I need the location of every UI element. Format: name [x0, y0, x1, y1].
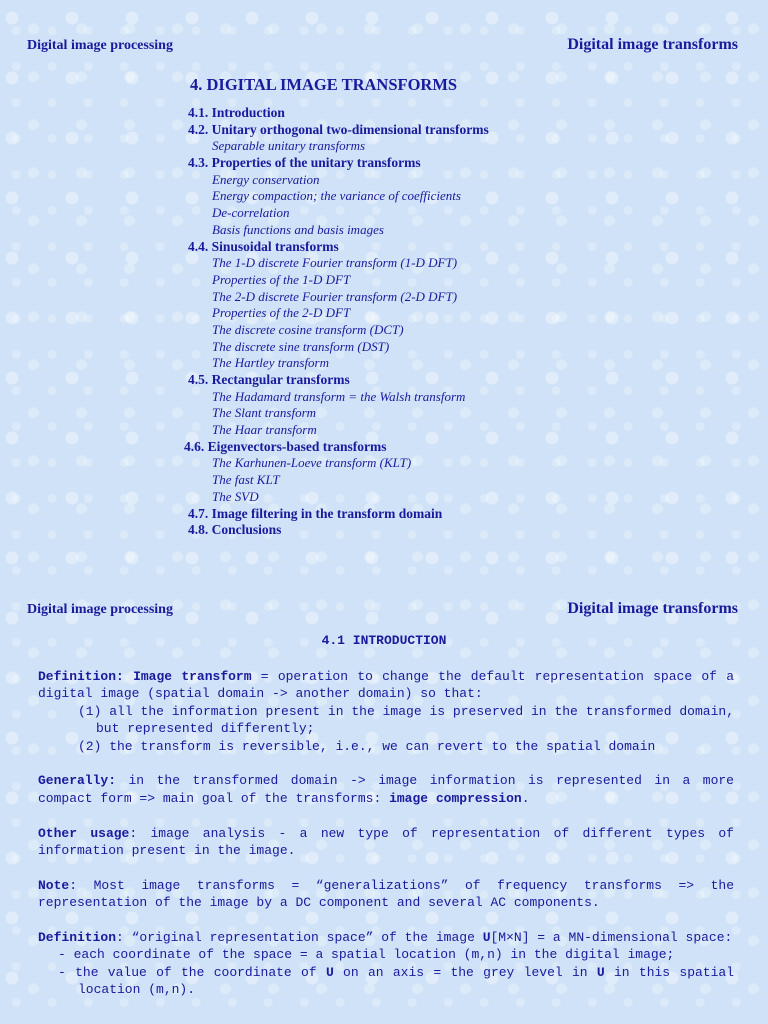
list-item [38, 964, 734, 999]
list-item: (2) the transform is reversible, i.e., we can revert to the spatial domain [78, 738, 656, 754]
section-title: 4.1 INTRODUCTION [321, 633, 447, 648]
note-text: : Most image transforms = “generalizations” of frequency transforms => the representation of the image by a DC component and several AC components. [38, 877, 734, 911]
definition2-text: : “original representation space” of the image [116, 930, 483, 946]
generally-text: in the transformed domain -> image information is represented in a more compact form => main goal of the transforms: [38, 773, 734, 806]
toc-subsection-item: The Hadamard transform = the Walsh transform [212, 388, 466, 404]
toc-subsection-item: Separable unitary transforms [212, 138, 366, 154]
toc-section-item: 4.1. Introduction [188, 105, 285, 120]
toc-title: 4. DIGITAL IMAGE TRANSFORMS [190, 75, 458, 94]
toc-section-item: 4.2. Unitary orthogonal two-dimensional transforms [188, 121, 489, 137]
other-text: : image analysis - a new type of representation of different types of information present in the image. [38, 825, 734, 859]
section-body [38, 668, 734, 999]
header-left: Digital image processing [27, 38, 173, 53]
toc-subsection-item: De-correlation [212, 205, 290, 221]
toc-subsection-item: The Karhunen-Loeve transform (KLT) [212, 455, 412, 471]
definition-text: = operation to change the default representation space of a digital image (spatial domain -> another domain) so that: [38, 669, 734, 702]
definition-paragraph [38, 668, 734, 703]
toc-section-item: 4.8. Conclusions [188, 522, 282, 538]
toc-subsection-item: Energy conservation [212, 171, 320, 187]
generally-label: Generally: [38, 773, 117, 789]
generally-paragraph [38, 772, 734, 807]
list-item: (1) all the information present in the image is preserved in the transformed domain, but represented differently; [78, 703, 734, 737]
definition2-label: Definition [38, 930, 117, 946]
toc-subsection-item: The discrete sine transform (DST) [212, 338, 390, 354]
toc-subsection-item: The Slant transform [212, 405, 317, 421]
toc-subsection-item: Properties of the 2-D DFT [212, 305, 351, 321]
page-header-top [0, 38, 768, 62]
note-paragraph [38, 877, 734, 912]
list-item [38, 946, 734, 963]
toc-subsection-item: The 2-D discrete Fourier transform (2-D DFT) [212, 288, 458, 304]
matrix-symbol: U [482, 930, 491, 946]
toc-subsection-item: Basis functions and basis images [212, 221, 384, 237]
toc-subsection-item: The fast KLT [212, 472, 280, 488]
definition2-paragraph [38, 929, 734, 946]
toc-section-item: 4.4. Sinusoidal transforms [188, 238, 339, 254]
header-left: Digital image processing [27, 602, 173, 617]
other-usage-paragraph [38, 825, 734, 860]
matrix-symbol: U [325, 964, 334, 980]
toc-section-item: 4.3. Properties of the unitary transforms [188, 155, 421, 171]
header-right: Digital image transforms [567, 600, 738, 617]
toc-subsection-item: The Haar transform [212, 422, 317, 438]
toc-section-item: 4.6. Eigenvectors-based transforms [184, 438, 387, 454]
generally-end: . [521, 790, 530, 806]
toc-section-item: 4.5. Rectangular transforms [188, 372, 350, 387]
page-header-bottom [0, 602, 768, 626]
definition2-text2: [M×N] = a MN-dimensional space: [490, 930, 733, 946]
generally-strong: image compression [389, 790, 522, 806]
definition-block [38, 668, 734, 755]
header-right: Digital image transforms [567, 36, 738, 53]
toc-subsection-item: The discrete cosine transform (DCT) [212, 321, 404, 337]
other-label: Other usage [38, 825, 130, 841]
matrix-symbol: U [596, 964, 605, 980]
list-item-text: in this spatial location (m,n). [78, 964, 735, 998]
toc-subsection-item: The SVD [212, 488, 259, 504]
list-item-text: on an axis = the grey level in [333, 964, 597, 980]
toc-subsection-item: Energy compaction; the variance of coefficients [212, 188, 461, 204]
note-label: Note [38, 877, 70, 893]
definition-label: Definition: [38, 669, 124, 684]
toc-subsection-item: The Hartley transform [212, 355, 329, 371]
definition-term: Image transform [133, 669, 252, 684]
list-item-text: - the value of the coordinate of [58, 964, 326, 980]
toc-subsection-item: Properties of the 1-D DFT [212, 271, 351, 287]
table-of-contents [0, 105, 768, 539]
toc-section-item: 4.7. Image filtering in the transform domain [188, 505, 443, 521]
toc-subsection-item: The 1-D discrete Fourier transform (1-D DFT) [212, 255, 458, 271]
list-item-text: - each coordinate of the space = a spatial location (m,n) in the digital image; [58, 947, 675, 963]
